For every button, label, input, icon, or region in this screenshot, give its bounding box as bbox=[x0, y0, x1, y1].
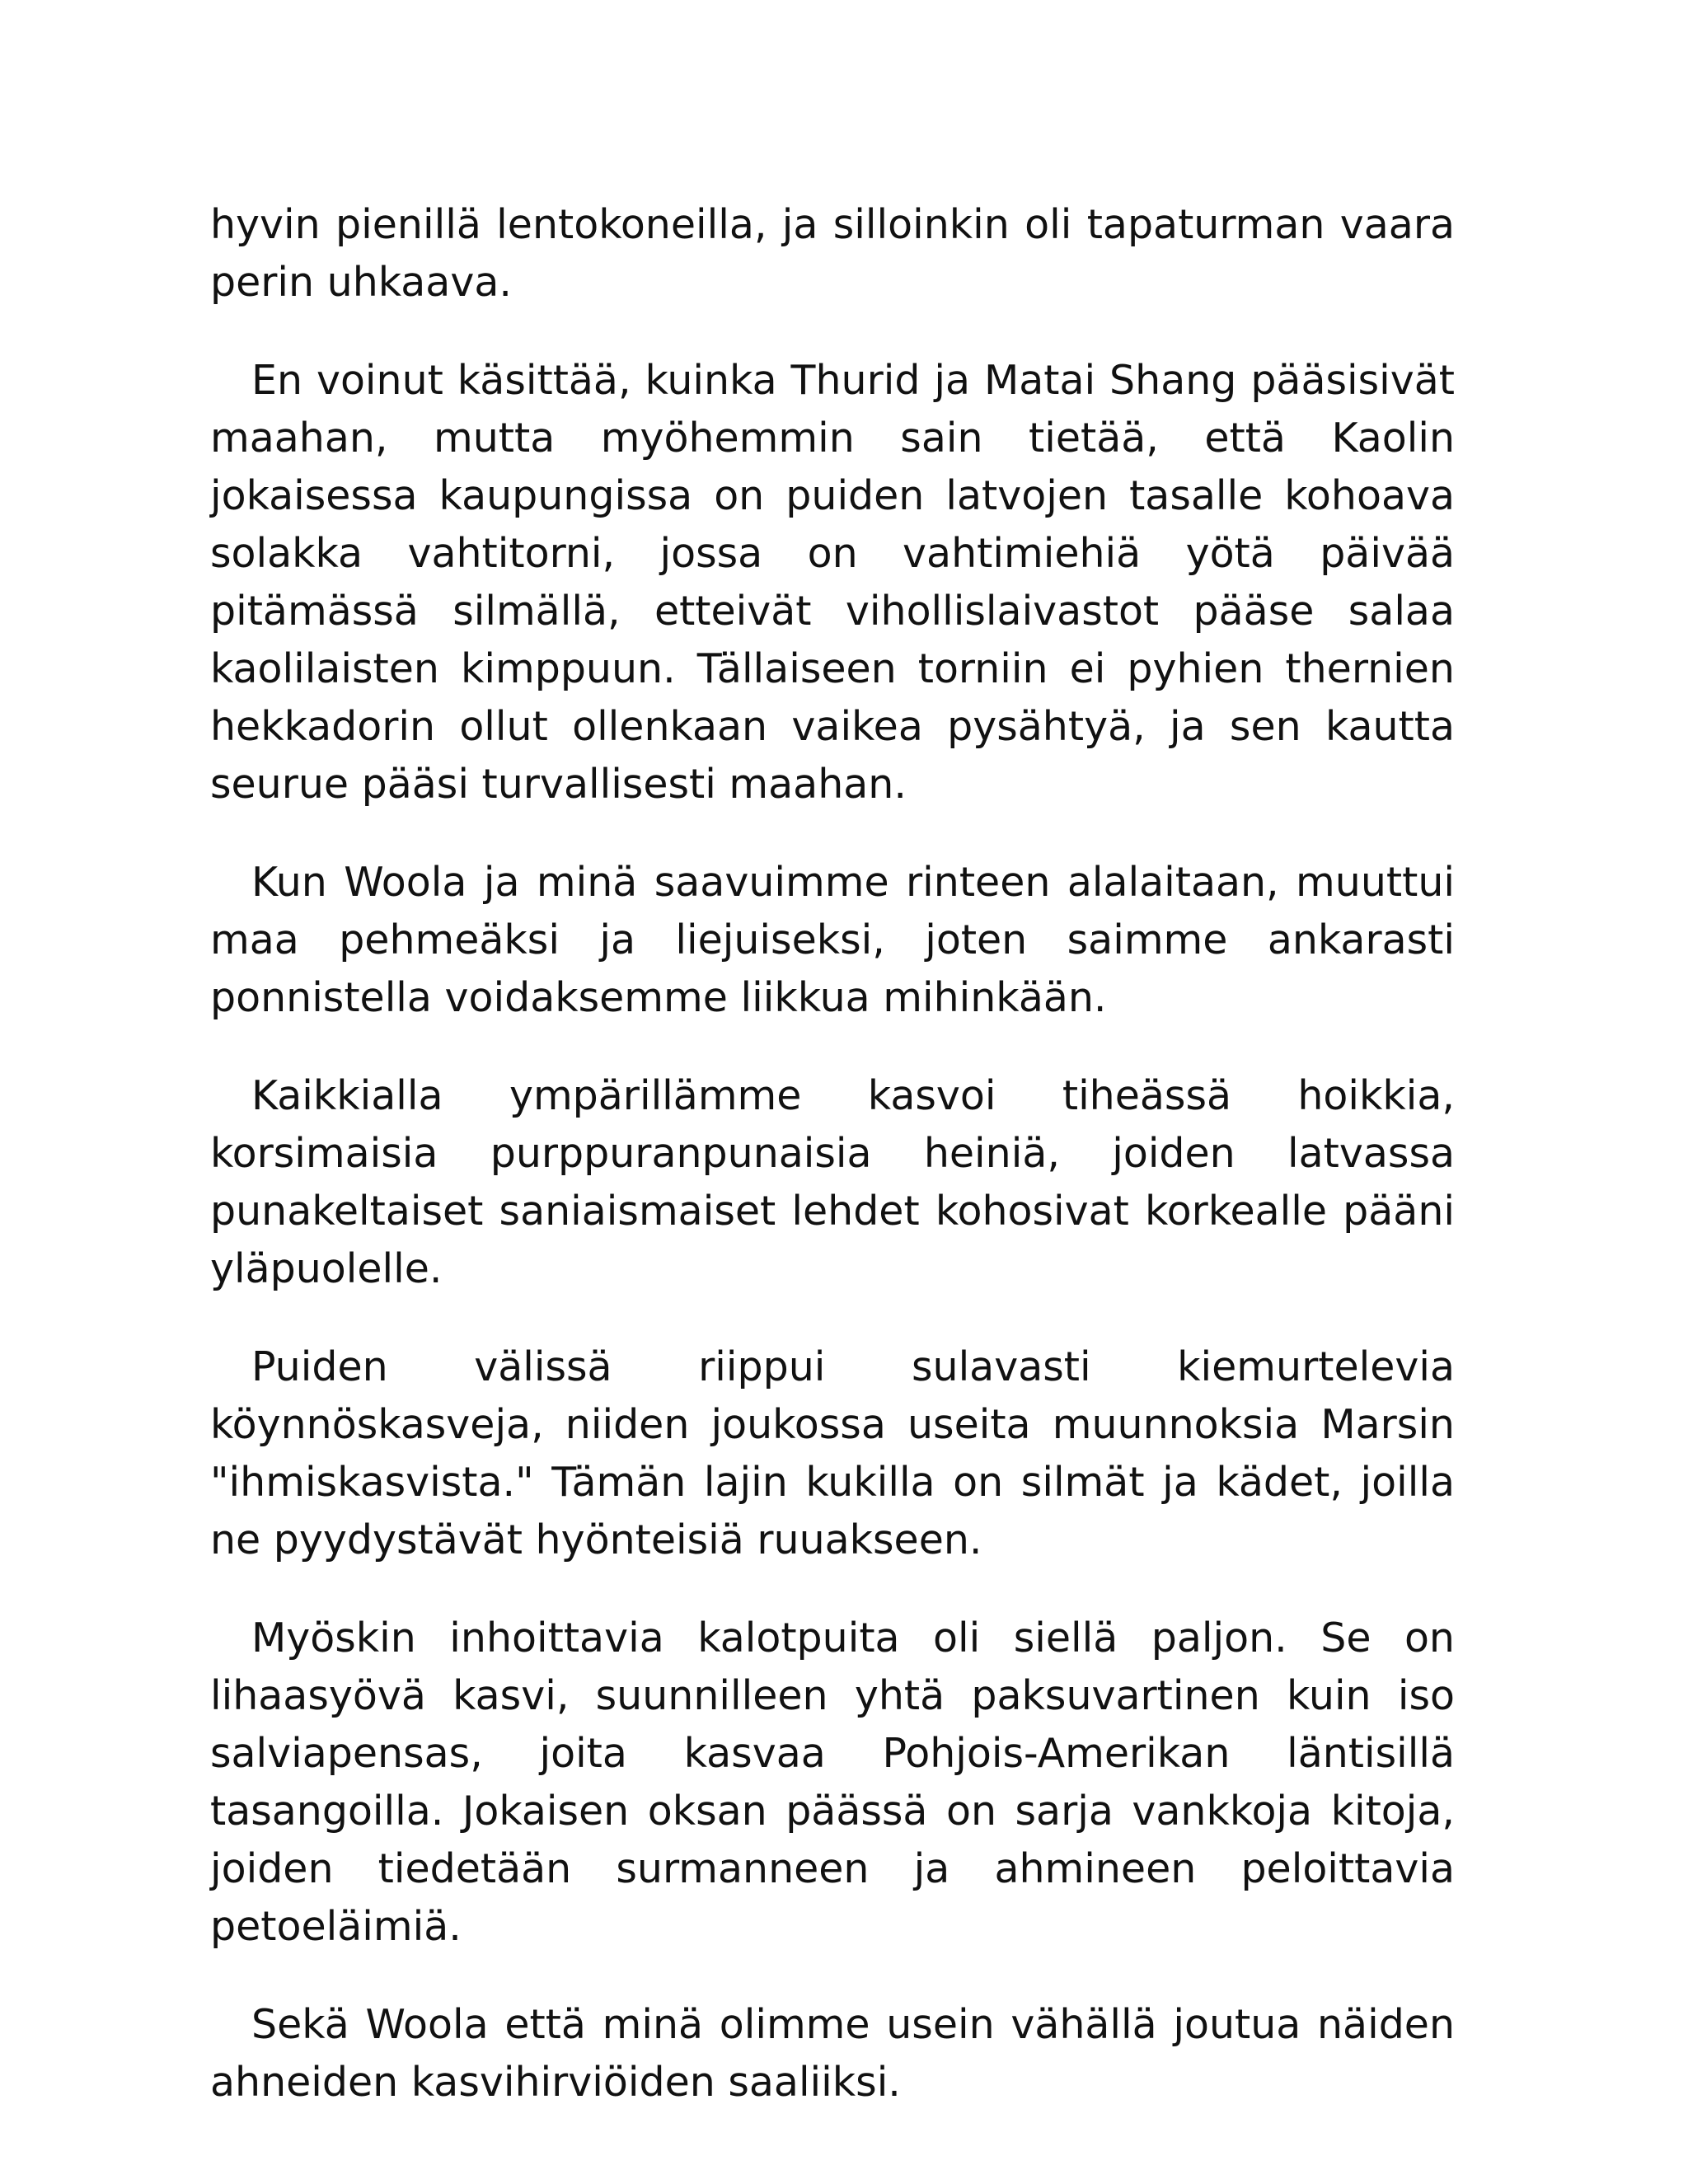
paragraph-continued: hyvin pienillä lentokoneilla, ja silloinkin oli tapaturman vaara perin uhkaava. bbox=[210, 201, 1455, 306]
paragraph: Sekä Woola että minä olimme usein vähällä joutua näiden ahneiden kasvihirviöiden saaliiksi. bbox=[210, 2001, 1455, 2106]
paragraph: En voinut käsittää, kuinka Thurid ja Matai Shang pääsisivät maahan, mutta myöhemmin sain tietää, että Kaolin jokaisessa kaupungissa on puiden latvojen tasalle kohoava solakka vahtitorni, jossa on vahtimiehiä yötä päivää pitämässä silmällä, etteivät vihollislaivastot pääse salaa kaolilaisten kimppuun. Tällaiseen torniin ei pyhien thernien hekkadorin ollut ollenkaan vaikea pysähtyä, ja sen kautta seurue pääsi turvallisesti maahan. bbox=[210, 357, 1455, 808]
paragraph: Puiden välissä riippui sulavasti kiemurtelevia köynnöskasveja, niiden joukossa useita muunnoksia Marsin "ihmiskasvista." Tämän lajin kukilla on silmät ja kädet, joilla ne pyydystävät hyönteisiä ruuakseen. bbox=[210, 1343, 1455, 1563]
paragraph: Kaikkialla ympärillämme kasvoi tiheässä hoikkia, korsimaisia purppuranpunaisia heiniä, joiden latvassa punakeltaiset saniaismaiset lehdet kohosivat korkealle pääni yläpuolelle. bbox=[210, 1072, 1455, 1292]
paragraph: Kun Woola ja minä saavuimme rinteen alalaitaan, muuttui maa pehmeäksi ja liejuiseksi, joten saimme ankarasti ponnistella voidaksemme liikkua mihinkään. bbox=[210, 859, 1455, 1021]
document-page bbox=[210, 196, 1455, 2152]
paragraph: Myöskin inhoittavia kalotpuita oli siellä paljon. Se on lihaasyövä kasvi, suunnilleen yhtä paksuvartinen kuin iso salviapensas, joita kasvaa Pohjois-Amerikan läntisillä tasangoilla. Jokaisen oksan päässä on sarja vankkoja kitoja, joiden tiedetään surmanneen ja ahmineen peloittavia petoeläimiä. bbox=[210, 1615, 1455, 1950]
